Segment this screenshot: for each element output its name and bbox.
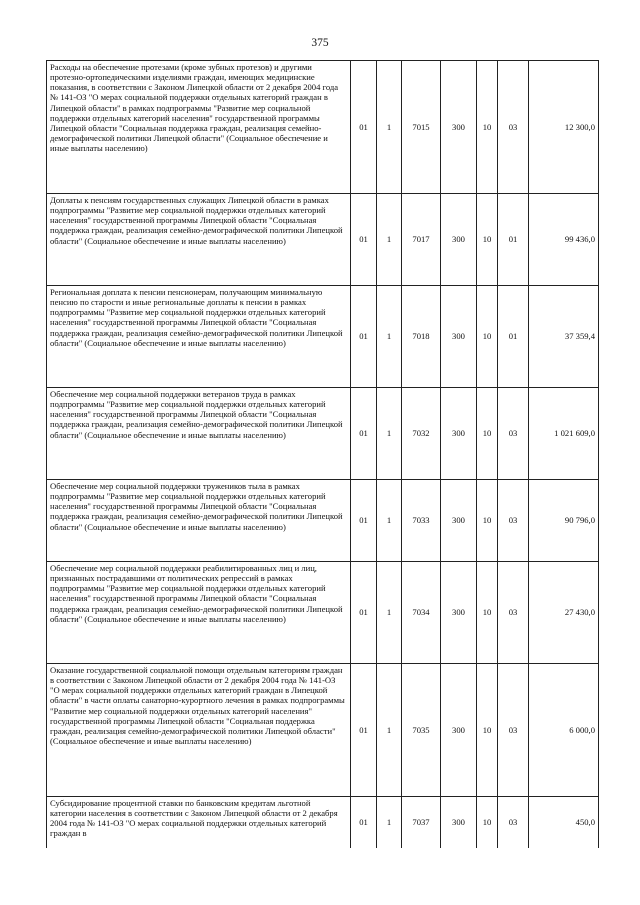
code-cell: 7017 [402,194,441,286]
code-cell: 1 [377,388,402,480]
row-description: Расходы на обеспечение протезами (кроме зубных протезов) и другими протезно-ортопедическими изделиями граждан, имеющих медицинские показания, в соответствии с Законом Липецкой области от 2 декабря 2004 года № 141-ОЗ "О мерах социальной поддержки отдельных категорий граждан в Липецкой области" в рамках подпрограммы "Развитие мер социальной поддержки отдельных категорий населения" государственной программы Липецкой области "Социальная поддержка граждан, реализация семейно-демографической политики Липецкой области" (Социальное обеспечение и иные выплаты населению) [47,61,351,194]
code-cell: 1 [377,480,402,562]
code-cell: 01 [351,797,377,848]
table-row [47,797,599,848]
amount-cell: 90 796,0 [529,480,599,562]
row-description: Обеспечение мер социальной поддержки реабилитированных лиц и лиц, признанных пострадавшими от политических репрессий в рамках подпрограммы "Развитие мер социальной поддержки отдельных категорий населения" государственной программы Липецкой области "Социальная поддержка граждан, реализация семейно-демографической политики Липецкой области" (Социальное обеспечение и иные выплаты населению) [47,562,351,664]
code-cell: 01 [351,480,377,562]
code-cell: 1 [377,562,402,664]
code-cell: 300 [441,480,477,562]
code-cell: 10 [477,286,498,388]
code-cell: 300 [441,562,477,664]
code-cell: 10 [477,562,498,664]
code-cell: 1 [377,797,402,848]
code-cell: 7032 [402,388,441,480]
amount-cell: 6 000,0 [529,664,599,797]
code-cell: 10 [477,194,498,286]
code-cell: 10 [477,797,498,848]
code-cell: 01 [351,61,377,194]
code-cell: 03 [498,480,529,562]
code-cell: 01 [351,562,377,664]
code-cell: 7015 [402,61,441,194]
code-cell: 01 [351,194,377,286]
code-cell: 1 [377,61,402,194]
code-cell: 01 [498,194,529,286]
table-row [47,664,599,797]
row-description: Доплаты к пенсиям государственных служащих Липецкой области в рамках подпрограммы "Развитие мер социальной поддержки отдельных категорий населения" государственной программы Липецкой области "Социальная поддержка граждан, реализация семейно-демографической политики Липецкой области" (Социальное обеспечение и иные выплаты населению) [47,194,351,286]
budget-table [46,60,599,848]
code-cell: 300 [441,388,477,480]
code-cell: 03 [498,388,529,480]
code-cell: 01 [351,664,377,797]
code-cell: 10 [477,480,498,562]
code-cell: 1 [377,286,402,388]
table-row [47,286,599,388]
code-cell: 01 [351,388,377,480]
code-cell: 300 [441,286,477,388]
code-cell: 300 [441,194,477,286]
amount-cell: 37 359,4 [529,286,599,388]
amount-cell: 450,0 [529,797,599,848]
code-cell: 10 [477,388,498,480]
table-row [47,61,599,194]
code-cell: 01 [498,286,529,388]
amount-cell: 1 021 609,0 [529,388,599,480]
code-cell: 7037 [402,797,441,848]
code-cell: 10 [477,664,498,797]
code-cell: 300 [441,61,477,194]
row-description: Субсидирование процентной ставки по банковским кредитам льготной категории населения в соответствии с Законом Липецкой области от 2 декабря 2004 года № 141-ОЗ "О мерах социальной поддержки отдельных категорий граждан в [47,797,351,848]
code-cell: 03 [498,797,529,848]
code-cell: 03 [498,61,529,194]
code-cell: 10 [477,61,498,194]
amount-cell: 27 430,0 [529,562,599,664]
table-row [47,480,599,562]
table-row [47,194,599,286]
code-cell: 03 [498,664,529,797]
code-cell: 300 [441,664,477,797]
code-cell: 7018 [402,286,441,388]
table-row [47,388,599,480]
code-cell: 03 [498,562,529,664]
code-cell: 01 [351,286,377,388]
page-number: 375 [311,37,329,49]
row-description: Региональная доплата к пенсии пенсионерам, получающим минимальную пенсию по старости и иные региональные доплаты к пенсии в рамках подпрограммы "Развитие мер социальной поддержки отдельных категорий населения" государственной программы Липецкой области "Социальная поддержка граждан, реализация семейно-демографической политики Липецкой области" (Социальное обеспечение и иные выплаты населению) [47,286,351,388]
table-row [47,562,599,664]
amount-cell: 99 436,0 [529,194,599,286]
code-cell: 1 [377,194,402,286]
code-cell: 300 [441,797,477,848]
code-cell: 7035 [402,664,441,797]
row-description: Обеспечение мер социальной поддержки тружеников тыла в рамках подпрограммы "Развитие мер социальной поддержки отдельных категорий населения" государственной программы Липецкой области "Социальная поддержка граждан, реализация семейно-демографической политики Липецкой области" (Социальное обеспечение и иные выплаты населению) [47,480,351,562]
amount-cell: 12 300,0 [529,61,599,194]
code-cell: 7033 [402,480,441,562]
row-description: Оказание государственной социальной помощи отдельным категориям граждан в соответствии с Законом Липецкой области от 2 декабря 2004 года № 141-ОЗ "О мерах социальной поддержки отдельных категорий граждан в Липецкой области" в части оплаты санаторно-курортного лечения в рамках подпрограммы "Развитие мер социальной поддержки отдельных категорий населения" государственной программы Липецкой области "Социальная поддержка граждан, реализация семейно-демографической политики Липецкой области" (Социальное обеспечение и иные выплаты населению) [47,664,351,797]
row-description: Обеспечение мер социальной поддержки ветеранов труда в рамках подпрограммы "Развитие мер социальной поддержки отдельных категорий населения" государственной программы Липецкой области "Социальная поддержка граждан, реализация семейно-демографической политики Липецкой области" (Социальное обеспечение и иные выплаты населению) [47,388,351,480]
code-cell: 7034 [402,562,441,664]
code-cell: 1 [377,664,402,797]
